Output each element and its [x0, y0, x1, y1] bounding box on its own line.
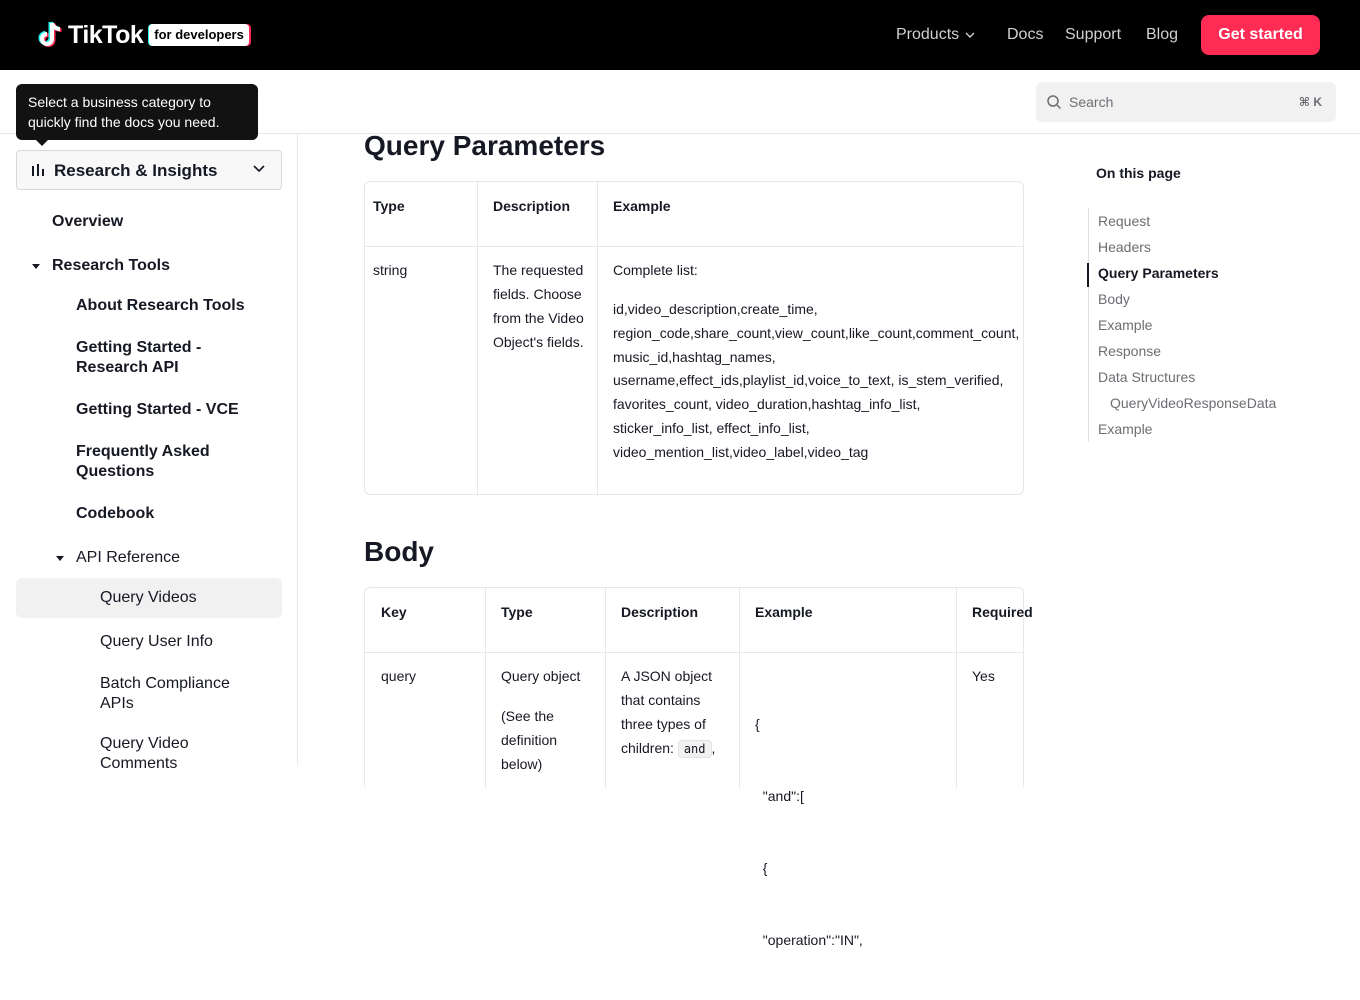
sidebar-item-faq[interactable]: Frequently Asked Questions [76, 443, 210, 480]
example-line: favorites_count, video_duration,hashtag_info_list, [613, 396, 921, 413]
table-header-type: Type [373, 198, 405, 214]
caret-down-icon[interactable] [56, 556, 64, 561]
nav-support[interactable]: Support [1065, 26, 1122, 43]
table-header-description: Description [493, 198, 571, 214]
category-selector[interactable] [16, 150, 282, 190]
search-placeholder: Search [1069, 94, 1114, 110]
table-cell-type: string [373, 262, 408, 278]
table-cell-key: query [381, 668, 417, 684]
table-header-example: Example [613, 198, 671, 214]
sidebar-item-overview[interactable]: Overview [52, 213, 124, 230]
toc-item-body[interactable]: Body [1098, 291, 1130, 307]
toc-rail [1088, 208, 1089, 442]
sidebar-item-query-video-comments[interactable]: Query Video Comments [100, 735, 189, 772]
example-line: video_mention_list,video_label,video_tag [613, 443, 869, 460]
nav-blog[interactable]: Blog [1146, 26, 1179, 43]
sidebar-item-getting-started-api[interactable]: Getting Started - Research API [76, 339, 202, 376]
sidebar-item-batch-compliance[interactable]: Batch Compliance APIs [100, 675, 230, 712]
query-parameters-table [364, 181, 1024, 495]
inline-code: and [678, 740, 712, 758]
bar-chart-icon [31, 164, 45, 176]
table-cell-type: Query object [501, 668, 581, 684]
table-header-key: Key [381, 604, 407, 620]
chevron-down-icon [965, 30, 975, 40]
table-cell-example [755, 664, 863, 1000]
toc-title: On this page [1096, 165, 1181, 181]
table-cell-required: Yes [972, 668, 995, 684]
search-icon [1046, 94, 1062, 110]
table-cell-description: The requested fields. Choose from the Video Object's fields. [493, 262, 584, 350]
get-started-button[interactable]: Get started [1201, 15, 1320, 55]
sidebar-item-getting-started-vce[interactable]: Getting Started - VCE [76, 401, 239, 418]
sidebar-item-about-research-tools[interactable]: About Research Tools [76, 297, 245, 314]
table-header-type: Type [501, 604, 533, 620]
chevron-down-icon [253, 165, 265, 173]
code-line: "and":[ [755, 788, 804, 804]
toc-item-query-video-response-data[interactable]: QueryVideoResponseData [1110, 395, 1277, 411]
example-line: username,effect_ids,playlist_id,voice_to_text, is_stem_verified, [613, 372, 1004, 389]
logo-for-developers-badge: for developers [149, 24, 249, 46]
example-line: music_id,hashtag_names, [613, 348, 776, 365]
description-text: A JSON object that contains three types of children: [621, 668, 713, 756]
section-heading-body: Body [364, 536, 434, 567]
sidebar-item-query-videos[interactable]: Query Videos [100, 589, 197, 606]
table-cell-description: A JSON object that contains three types of children: and , [621, 668, 716, 756]
section-heading-query-parameters: Query Parameters [364, 130, 606, 161]
toc-item-response[interactable]: Response [1098, 343, 1162, 359]
top-navigation [0, 0, 1360, 70]
category-tooltip: Select a business category to quickly find the docs you need. [16, 84, 258, 140]
sidebar-item-api-reference[interactable]: API Reference [76, 549, 181, 566]
table-header-example: Example [755, 604, 813, 620]
sidebar-item-codebook[interactable]: Codebook [76, 505, 155, 522]
code-line: "operation":"IN", [755, 932, 863, 948]
toc-item-example[interactable]: Example [1098, 317, 1153, 333]
nav-docs[interactable]: Docs [1007, 26, 1044, 43]
table-cell-type-note: (See the definition below) [501, 708, 558, 772]
example-line: id,video_description,create_time, [613, 301, 818, 317]
search-input[interactable] [1036, 82, 1336, 122]
sidebar-item-query-user-info[interactable]: Query User Info [100, 633, 213, 650]
table-cell-example-fields [613, 298, 1033, 465]
toc-item-query-parameters[interactable]: Query Parameters [1098, 265, 1219, 281]
tiktok-note-icon [39, 21, 65, 49]
toc-item-example-2[interactable]: Example [1098, 421, 1153, 437]
toc-active-indicator [1087, 263, 1089, 287]
code-line: { [755, 716, 760, 732]
example-line: sticker_info_list, effect_info_list, [613, 419, 810, 436]
toc-item-data-structures[interactable]: Data Structures [1098, 369, 1196, 385]
category-label: Research & Insights [54, 161, 218, 180]
code-line: { [755, 860, 768, 876]
body-table [364, 587, 1033, 948]
example-line: region_code,share_count,view_count,like_count,comment_count, [613, 324, 1020, 341]
main-content [298, 130, 1058, 948]
search-shortcut: ⌘ K [1298, 95, 1322, 109]
toc-item-headers[interactable]: Headers [1098, 239, 1151, 255]
table-header-description: Description [621, 604, 699, 620]
nav-products-label: Products [896, 26, 960, 43]
table-cell-example-intro: Complete list: [613, 262, 698, 278]
sidebar [0, 134, 298, 772]
sidebar-item-research-tools[interactable]: Research Tools [52, 257, 170, 274]
caret-down-icon[interactable] [32, 264, 40, 269]
tiktok-developers-logo[interactable] [39, 20, 249, 50]
table-header-required: Required [972, 604, 1033, 620]
logo-wordmark: TikTok [68, 20, 144, 49]
nav-products[interactable] [896, 24, 975, 46]
toc-item-request[interactable]: Request [1098, 213, 1151, 229]
